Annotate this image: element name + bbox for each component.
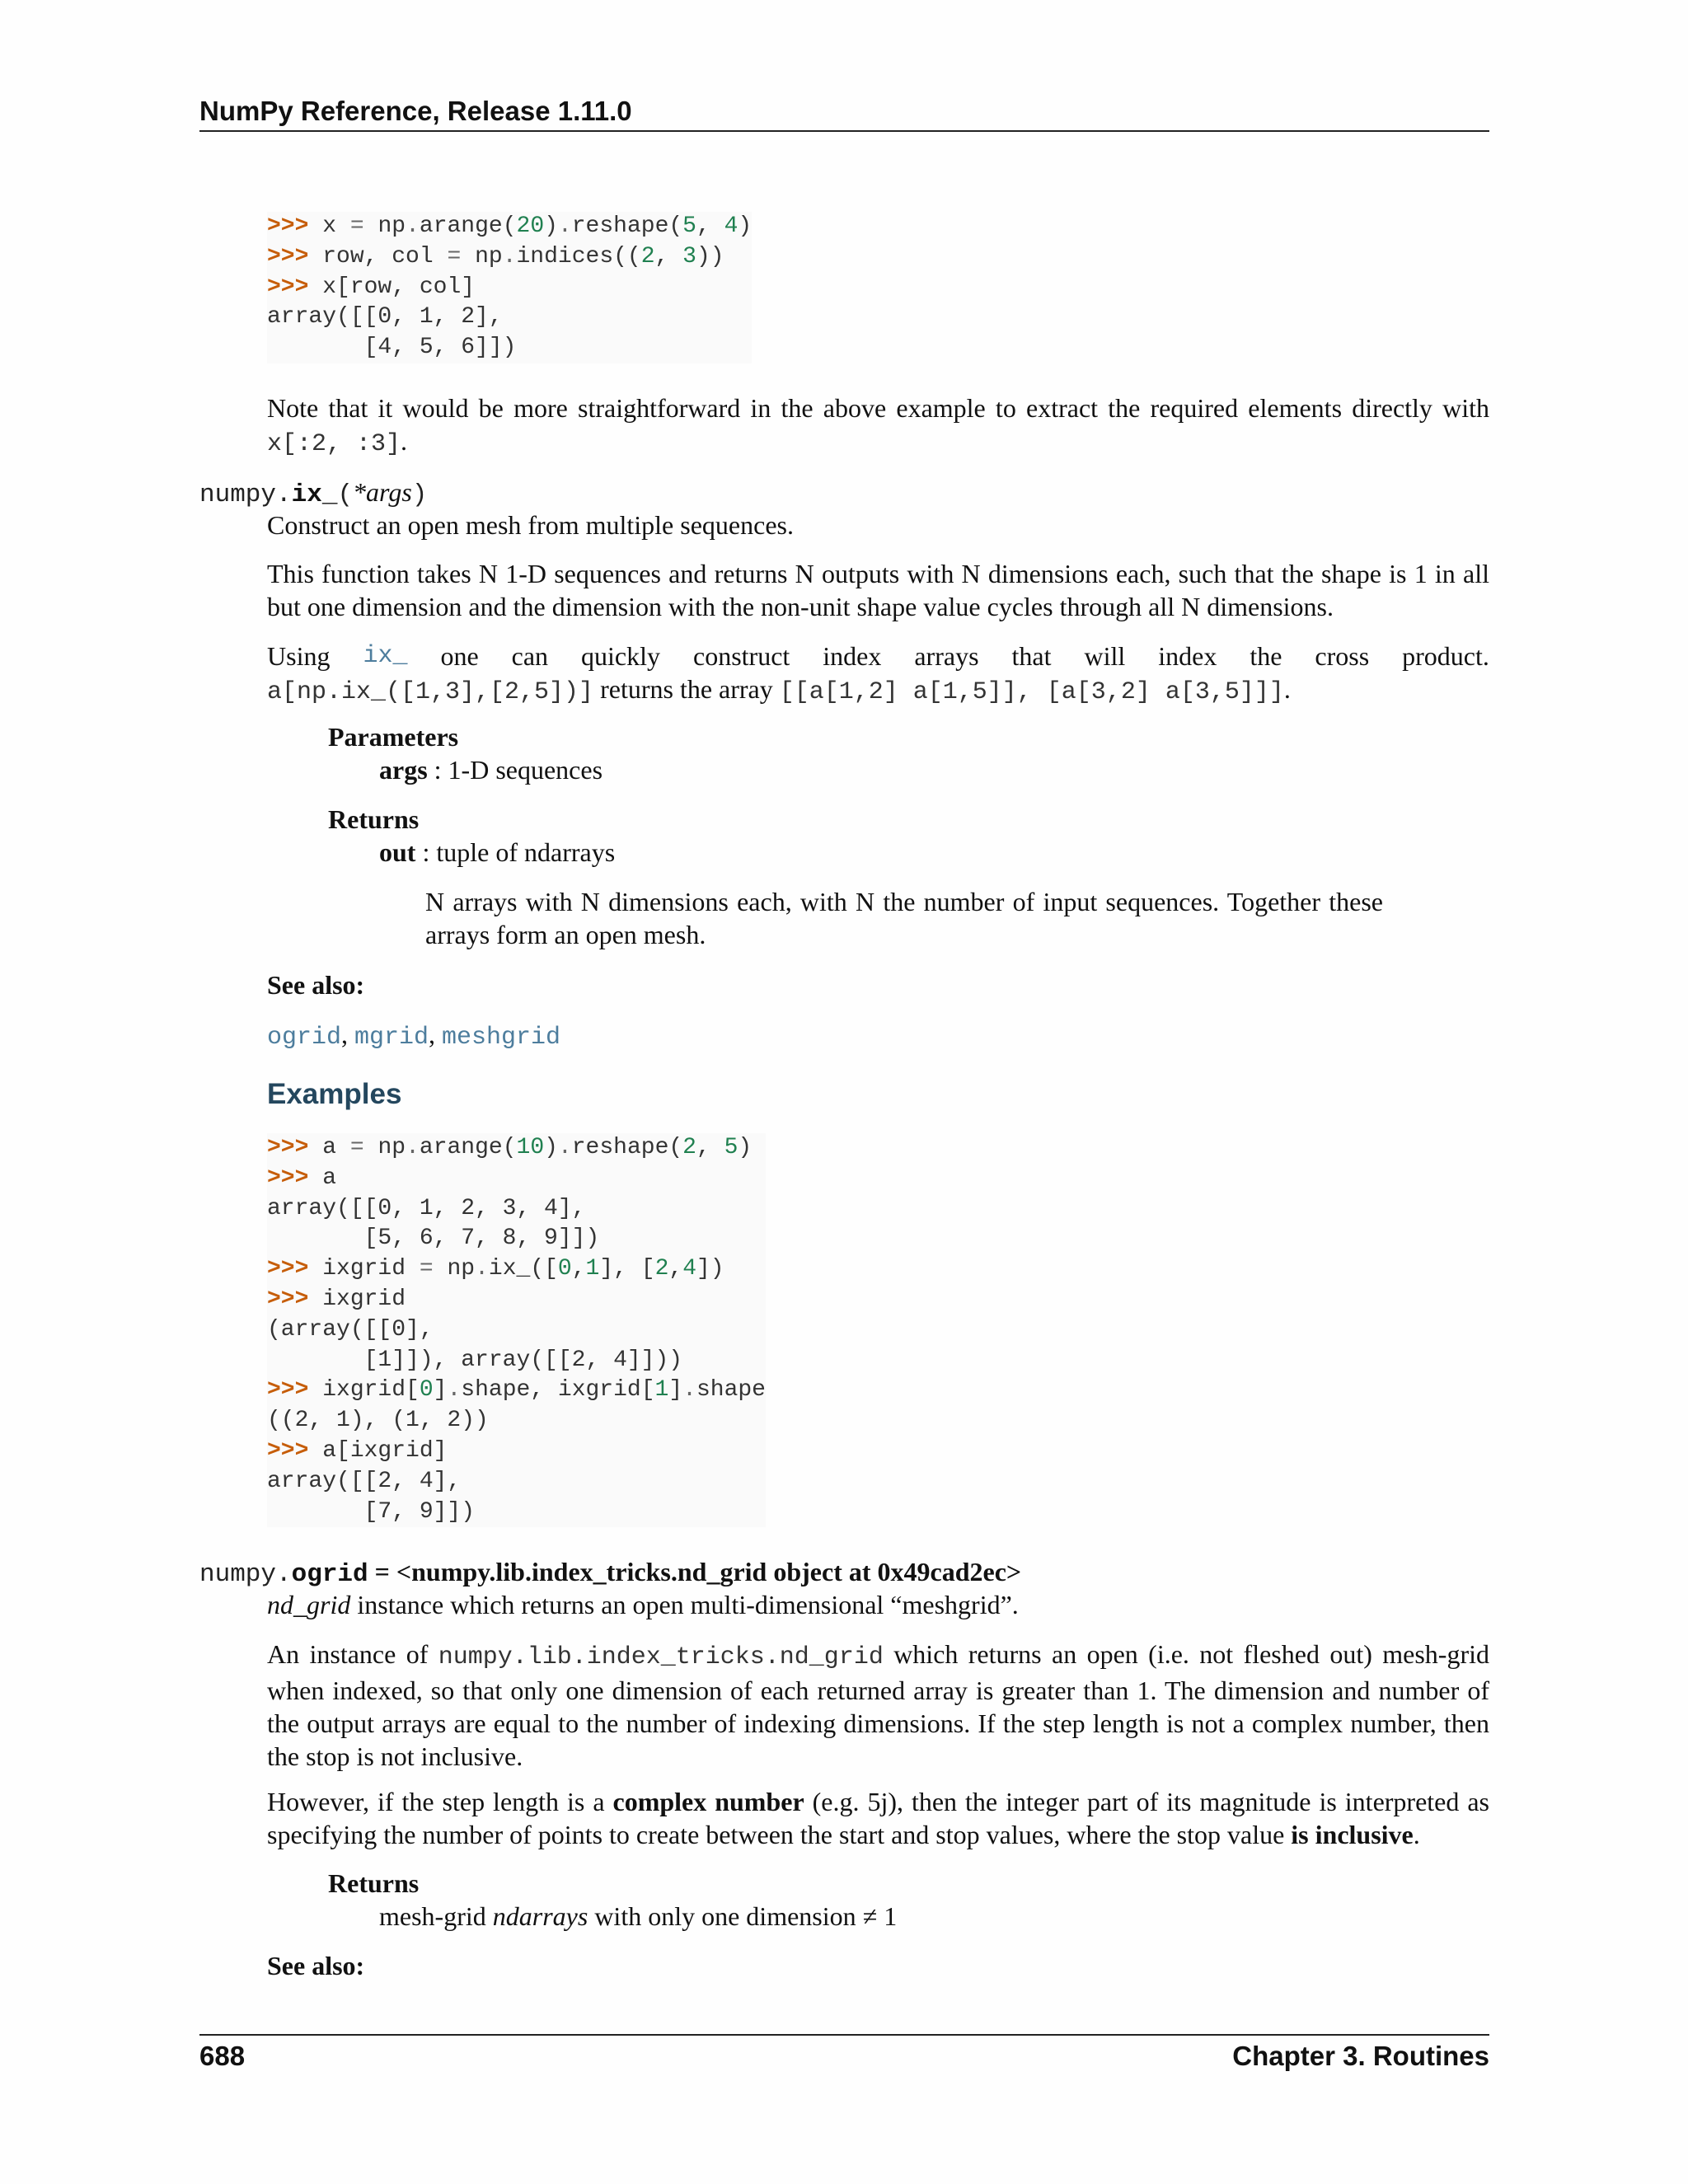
- signature-module: numpy.: [199, 1560, 292, 1589]
- note-tail: .: [401, 426, 408, 456]
- signature-value: = <numpy.lib.index_tricks.nd_grid object at 0x49cad2ec>: [368, 1557, 1022, 1586]
- code-line: >>> row, col = np.indices((2, 3)): [267, 243, 724, 269]
- ix-link[interactable]: ix_: [363, 642, 408, 670]
- return-out: out : tuple of ndarrays: [379, 837, 616, 867]
- examples-heading: Examples: [267, 1078, 402, 1110]
- code-output: [1]]), array([[2, 4]])): [267, 1347, 683, 1373]
- code-line: >>> a = np.arange(10).reshape(2, 5): [267, 1135, 753, 1160]
- code-output: (array([[0],: [267, 1316, 434, 1343]
- code-output: [4, 5, 6]]): [267, 335, 517, 361]
- link-ogrid[interactable]: ogrid: [267, 1024, 342, 1052]
- page-number: 688: [199, 2041, 246, 2071]
- chapter-title: Chapter 3. Routines: [1232, 2041, 1489, 2071]
- signature-name: ix_: [291, 480, 338, 509]
- link-mgrid[interactable]: mgrid: [354, 1024, 429, 1052]
- ix-usage-line2: a[np.ix_([1,3],[2,5])] returns the array [[a[1,2] a[1,5]], [a[3,2] a[3,5]]].: [267, 674, 1291, 706]
- parameter-args: args : 1-D sequences: [379, 755, 603, 785]
- ix-summary: Construct an open mesh from multiple sequences.: [267, 510, 794, 540]
- ogrid-paragraph-2: However, if the step length is a complex number (e.g. 5j), then the integer part of its magnitude is interpreted as specifying the number of points to create between the start and stop values, where the stop value is inclusive.: [267, 1787, 1490, 1849]
- code-line: >>> a: [267, 1165, 337, 1191]
- code-output: array([[0, 1, 2, 3, 4],: [267, 1195, 586, 1221]
- code-block-ix-examples: [267, 1133, 766, 1527]
- code-block-indices: [267, 212, 752, 363]
- see-also-heading: See also:: [267, 970, 365, 1000]
- running-header: NumPy Reference, Release 1.11.0: [199, 92, 1489, 132]
- link-meshgrid[interactable]: meshgrid: [442, 1024, 561, 1052]
- code-output: ((2, 1), (1, 2)): [267, 1408, 489, 1434]
- ogrid-summary: nd_grid instance which returns an open multi-dimensional “meshgrid”.: [267, 1590, 1019, 1619]
- ogrid-returns-heading: Returns: [328, 1868, 420, 1898]
- ix-usage-line1: Using ix_ one can quickly construct index arrays that will index the cross product.: [267, 641, 1489, 671]
- ix-description: This function takes N 1-D sequences and returns N outputs with N dimensions each, such that the shape is 1 in all but one dimension and the dimension with the non-unit shape value cycles through all N dimensions.: [267, 559, 1489, 621]
- returns-heading: Returns: [328, 804, 420, 834]
- code-output: array([[0, 1, 2],: [267, 304, 503, 330]
- footer-rule: [199, 2034, 1489, 2036]
- ix-signature: numpy.ix_(*args): [199, 477, 428, 509]
- code-line: >>> x[row, col]: [267, 274, 476, 300]
- code-line: >>> x = np.arange(20).reshape(5, 4): [267, 213, 753, 239]
- ogrid-signature: [199, 1555, 1021, 1591]
- return-description: N arrays with N dimensions each, with N the number of input sequences. Together these arrays form an open mesh.: [425, 887, 1383, 949]
- note-code: x[:2, :3]: [267, 430, 401, 458]
- code-output: [5, 6, 7, 8, 9]]): [267, 1226, 600, 1252]
- code-line: >>> ixgrid[0].shape, ixgrid[1].shape: [267, 1377, 766, 1404]
- code-output: array([[2, 4],: [267, 1468, 462, 1494]
- note-text: Note that it would be more straightforward in the above example to extract the required elements directly with: [267, 393, 1489, 423]
- ix-usage: [267, 640, 1489, 709]
- code-line: >>> a[ixgrid]: [267, 1437, 448, 1464]
- see-also-links: ogrid, mgrid, meshgrid: [267, 1019, 561, 1052]
- ogrid-see-also-heading: See also:: [267, 1951, 365, 1980]
- note-paragraph: [267, 391, 1489, 461]
- code-line: >>> ixgrid = np.ix_([0,1], [2,4]): [267, 1256, 724, 1282]
- parameters-heading: Parameters: [328, 722, 459, 752]
- document-page: [199, 0, 1489, 2184]
- signature-name: ogrid: [291, 1560, 368, 1589]
- code-output: [7, 9]]): [267, 1498, 476, 1525]
- signature-module: numpy.: [199, 480, 292, 509]
- code-line: >>> ixgrid: [267, 1286, 406, 1312]
- ogrid-paragraph-1: An instance of numpy.lib.index_tricks.nd_grid which returns an open (i.e. not fleshed out) mesh-grid when indexed, so that only one dimension of each returned array is greater than 1. The dimension and number of the output arrays are equal to the number of indexing dimensions. If the step length is not a complex number, then the stop is not inclusive.: [267, 1639, 1490, 1771]
- ogrid-return-value: mesh-grid ndarrays with only one dimension ≠ 1: [379, 1901, 898, 1931]
